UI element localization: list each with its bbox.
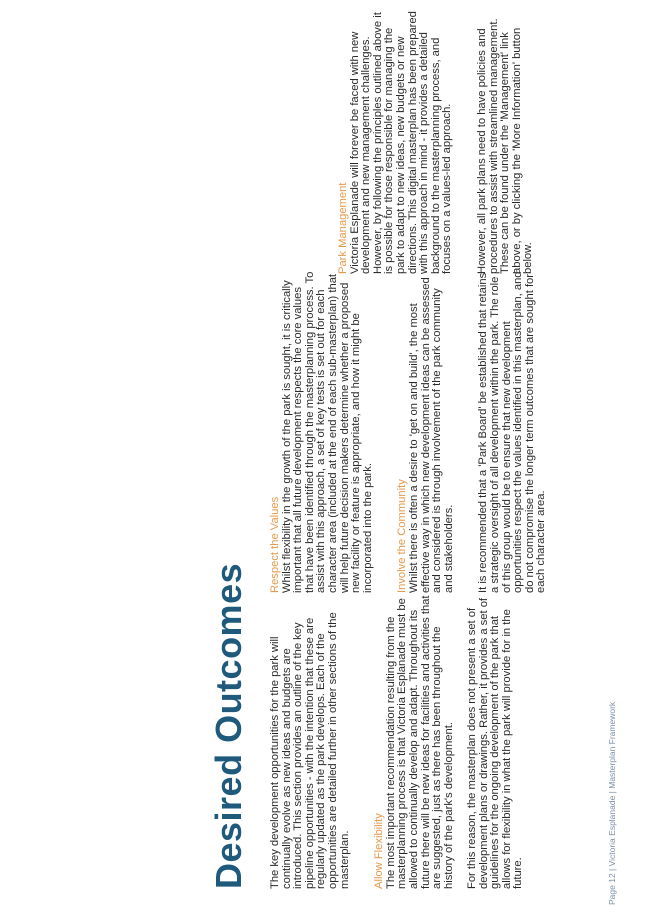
allow-flexibility-body: The most important recommendation resulting from the masterplanning process is that Victoria Esplanade must be allowed to continually develop and adapt. Throughout its future there will be new ideas for facilities and activities that are suggested, just as there has been throughout the history of the park's development. xyxy=(384,595,455,889)
involve-community-heading: Involve the Community xyxy=(396,479,409,593)
allow-flexibility-body-2: For this reason, the masterplan does not present a set of development plans or drawings. Rather, it provides a set of guidelines for the ongoing development of the park that allows for flexibility in what the park will provide for in the future. xyxy=(465,597,525,889)
involve-community-body: Whilst there is often a desire to 'get on and build', the most effective way in which new development ideas can be assessed and considered is through involvement of the park community and stakeholders. xyxy=(407,277,455,593)
involve-community-body-2: It is recommended that a 'Park Board' be established that retains a strategic oversight of all development within the park. The role of this group would be to ensure that new development opportunities respect the values identified in this masterplan, and do not compromise the longer term outcomes that are sought for each character area. xyxy=(477,271,548,593)
page-title: Desired Outcomes xyxy=(208,562,249,889)
column-right xyxy=(270,10,535,274)
column-left xyxy=(270,593,525,889)
intro-paragraph: The key development opportunities for the park will continually evolve as new ideas and budgets are introduced. This section provides an outline of the key pipeline opportunities - with the intention that these are regularly updated as the park develops. Each of the opportunities are detailed further in other sections of the masterplan. xyxy=(269,612,351,889)
allow-flexibility-heading: Allow Flexibility xyxy=(373,813,386,889)
park-management-body: Victoria Esplanade will forever be faced with new development and new management challenges. However, by following the principles outlined above it is possible for those responsible for managing the park to adapt to new ideas, new budgets or new directions. This digital masterplan has been prepared with this approach in mind - it provides a detailed background to the masterplanning process, and focuses on a values-led approach. xyxy=(348,11,454,274)
park-management-body-2: However, all park plans need to have policies and procedures to assist with streamlined management. These can be found under the 'Management' link above, or by clicking the 'More Information' button below. xyxy=(475,18,535,274)
column-middle xyxy=(270,271,548,593)
page-footer: Page 12 | Victoria Esplanade | Masterplan Framework xyxy=(607,701,617,905)
park-management-heading: Park Management xyxy=(337,182,349,274)
respect-values-body: Whilst flexibility in the growth of the park is sought, it is critically important that all future development respects the core values that have been identified through the masterplanning process. To assist with this approach, a set of key tests is set out for each character area (included at the end of each sub-masterplan) that will help future decision makers determine whether a proposed new facility or feature is appropriate, and how it might be incorporated into the park. xyxy=(280,271,374,593)
respect-values-heading: Respect the Values xyxy=(269,496,281,593)
